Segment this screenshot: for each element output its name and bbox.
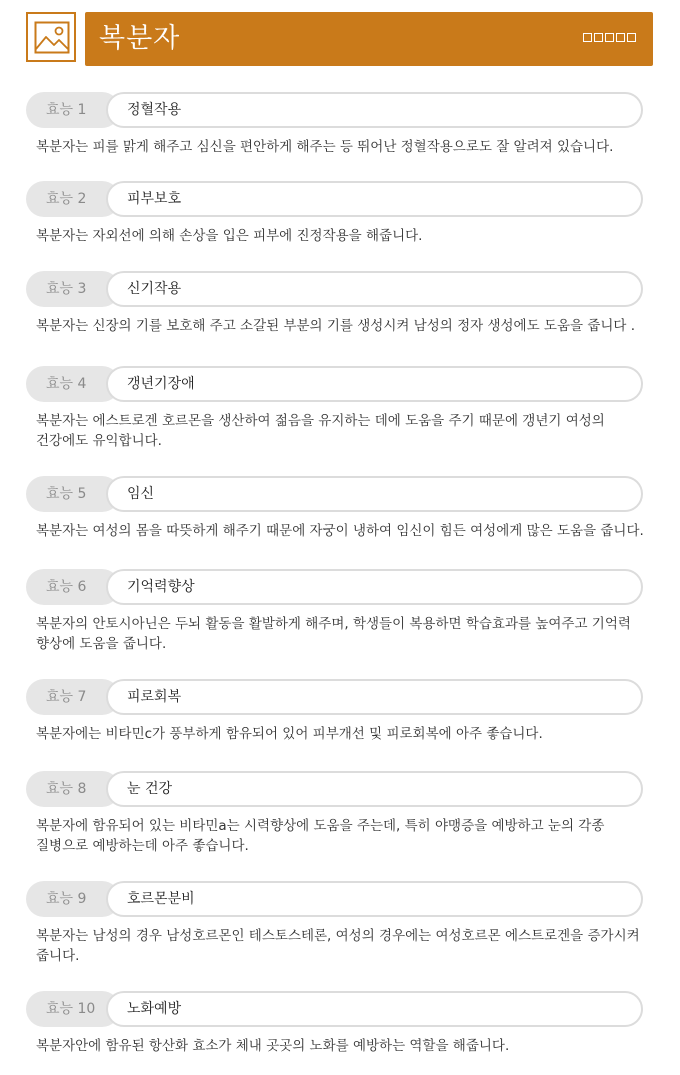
effect-item [26, 569, 646, 654]
effect-item [26, 92, 646, 158]
effect-description: 복분자의 안토시아닌은 두뇌 활동을 활발하게 해주며, 학생들이 복용하면 학습효과를 높여주고 기억력 향상에 도움을 줍니다. [36, 616, 631, 652]
effect-item [26, 771, 646, 856]
effect-item [26, 991, 646, 1057]
effect-number: 효능 2 [26, 181, 120, 217]
effect-item [26, 271, 646, 337]
effect-number: 효능 3 [26, 271, 120, 307]
effect-description: 복분자에 함유되어 있는 비타민a는 시력향상에 도움을 주는데, 특히 야맹증을 예방하고 눈의 각종 질병으로 예방하는데 아주 좋습니다. [36, 818, 605, 854]
effect-title: 눈 건강 [106, 771, 643, 807]
effect-number: 효능 6 [26, 569, 120, 605]
effect-title: 신기작용 [106, 271, 643, 307]
effect-title: 정혈작용 [106, 92, 643, 128]
effect-title: 기억력향상 [106, 569, 643, 605]
effect-number: 효능 1 [26, 92, 120, 128]
effect-item [26, 476, 646, 542]
effect-description: 복분자는 신장의 기를 보호해 주고 소갈된 부분의 기를 생성시켜 남성의 정자 생성에도 도움을 줍니다 . [36, 318, 636, 334]
effect-title: 피로회복 [106, 679, 643, 715]
effect-item [26, 181, 646, 247]
effect-number: 효능 7 [26, 679, 120, 715]
effect-number: 효능 8 [26, 771, 120, 807]
effect-number: 효능 10 [26, 991, 120, 1027]
effect-description: 복분자안에 함유된 항산화 효소가 체내 곳곳의 노화를 예방하는 역할을 해줍니다. [36, 1038, 510, 1054]
effect-number: 효능 5 [26, 476, 120, 512]
effect-description: 복분자는 피를 맑게 해주고 심신을 편안하게 해주는 등 뛰어난 정혈작용으로도 잘 알려져 있습니다. [36, 139, 614, 155]
page-title: 복분자 [99, 23, 181, 54]
effect-title: 호르몬분비 [106, 881, 643, 917]
effect-title: 노화예방 [106, 991, 643, 1027]
effect-description: 복분자는 남성의 경우 남성호르몬인 테스토스테론, 여성의 경우에는 여성호르몬 에스트로겐을 증가시켜 줍니다. [36, 928, 640, 964]
effect-number: 효능 9 [26, 881, 120, 917]
effect-item [26, 881, 646, 966]
effect-title: 임신 [106, 476, 643, 512]
effect-title: 갱년기장애 [106, 366, 643, 402]
effect-description: 복분자는 자외선에 의해 손상을 입은 피부에 진정작용을 해줍니다. [36, 228, 423, 244]
effect-description: 복분자는 에스트로겐 호르몬을 생산하여 젊음을 유지하는 데에 도움을 주기 때문에 갱년기 여성의 건강에도 유익합니다. [36, 413, 605, 449]
effect-item [26, 679, 646, 745]
effect-description: 복분자는 여성의 몸을 따뜻하게 해주기 때문에 자궁이 냉하여 임신이 힘든 여성에게 많은 도움을 줍니다. [36, 523, 644, 539]
effect-number: 효능 4 [26, 366, 120, 402]
effect-description: 복분자에는 비타민c가 풍부하게 함유되어 있어 피부개선 및 피로회복에 아주 좋습니다. [36, 726, 543, 742]
effect-item [26, 366, 646, 451]
effect-title: 피부보호 [106, 181, 643, 217]
